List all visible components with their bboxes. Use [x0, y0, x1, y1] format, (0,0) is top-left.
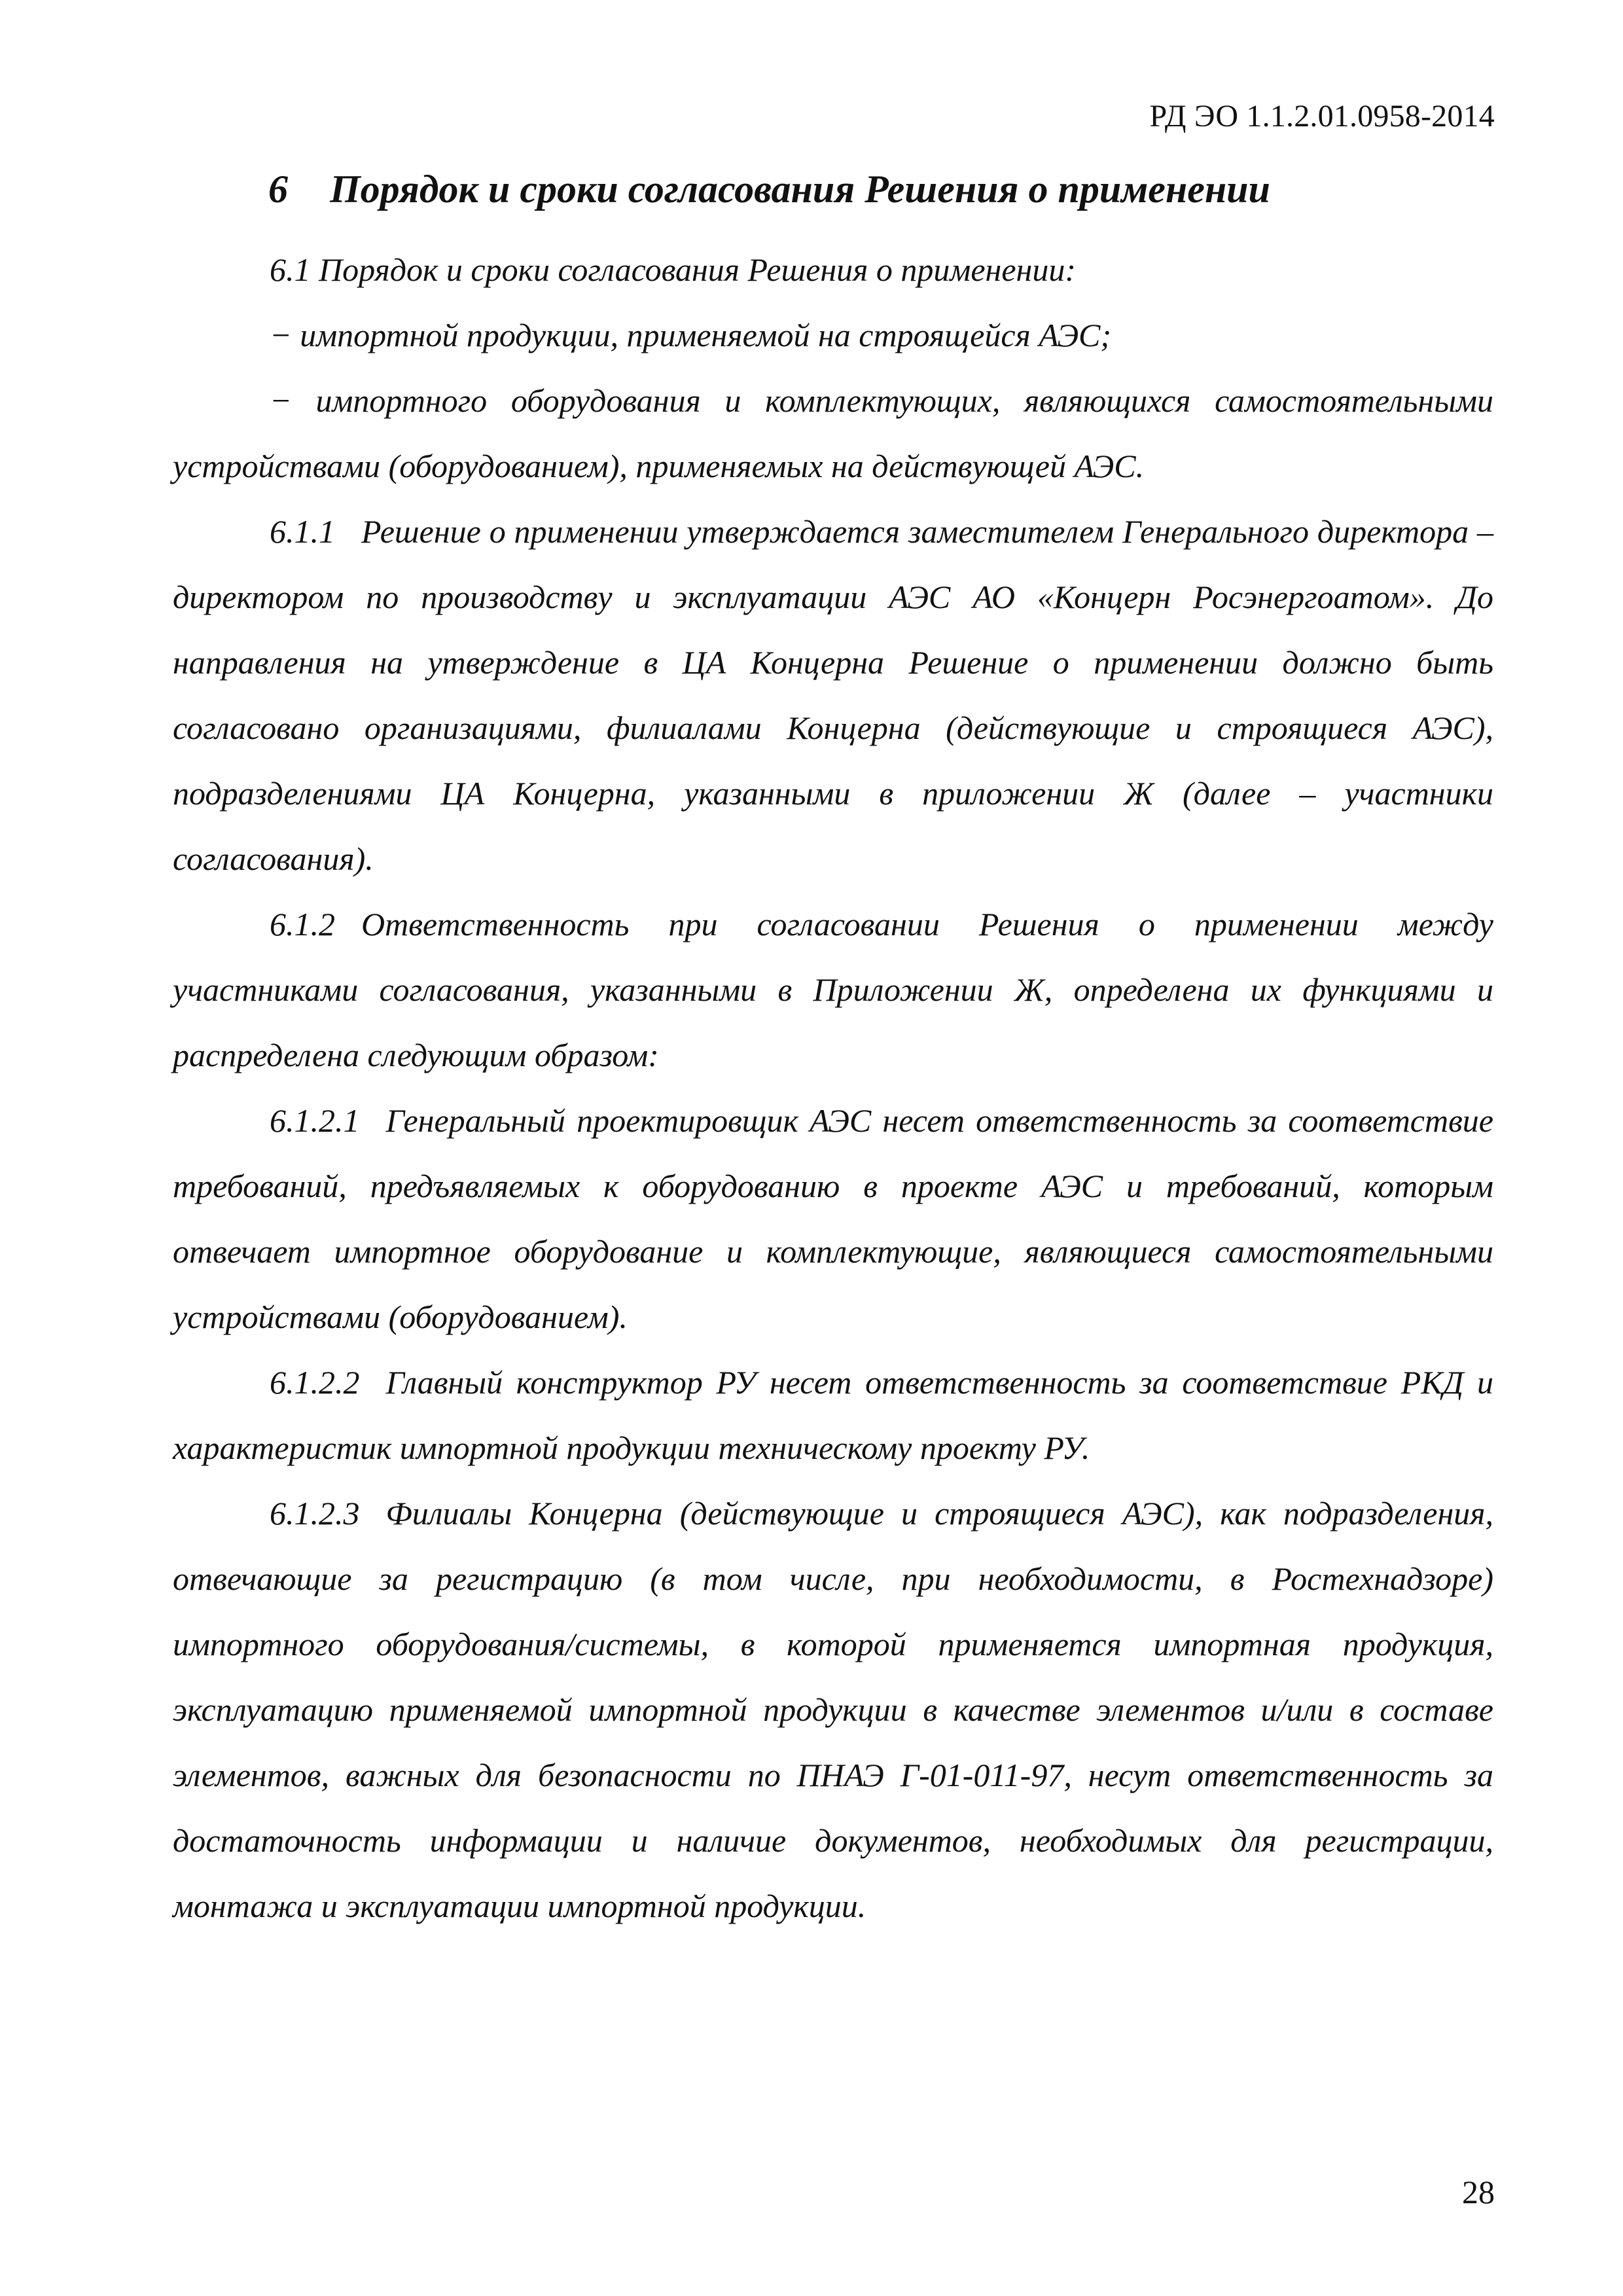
- paragraph-text: Решение о применении утверждается заместителем Генерального директора – директором по производству и эксплуатации АЭС АО «Концерн Росэнергоатом». До направления на утверждение в ЦА Концерна Решение о применении должно быть согласовано организациями, филиалами Концерна (действующие и строящиеся АЭС), подразделениями ЦА Концерна, указанными в приложении Ж (далее – участники согласования).: [173, 513, 1493, 877]
- document-body: [173, 237, 1493, 1939]
- section-title: Порядок и сроки согласования Решения о применении: [330, 168, 1270, 211]
- paragraph-6-1-2-2: [173, 1350, 1493, 1480]
- paragraph-number: 6.1.2: [270, 906, 335, 942]
- paragraph-number: 6.1.2.2: [270, 1364, 360, 1401]
- paragraph-text: Ответственность при согласовании Решения о применении между участниками согласования, указанными в Приложении Ж, определена их функциями и распределена следующим образом:: [173, 906, 1493, 1073]
- paragraph-6-1-1: [173, 499, 1493, 891]
- paragraph-6-1-2-3: [173, 1480, 1493, 1939]
- paragraph-6-1-2: [173, 891, 1493, 1088]
- paragraph-6-1: [173, 237, 1493, 302]
- page-number: 28: [1462, 2174, 1495, 2210]
- list-item-imported-equipment: [173, 368, 1493, 499]
- section-heading: [268, 167, 1270, 212]
- paragraph-text: − импортного оборудования и комплектующих, являющихся самостоятельными устройствами (оборудованием), применяемых на действующей АЭС.: [173, 382, 1493, 484]
- paragraph-text: Филиалы Концерна (действующие и строящиеся АЭС), как подразделения, отвечающие за регистрацию (в том числе, при необходимости, в Ростехнадзоре) импортного оборудования/системы, в которой применяется импортная продукция, эксплуатацию применяемой импортной продукции в качестве элементов и/или в составе элементов, важных для безопасности по ПНАЭ Г-01-011-97, несут ответственность за достаточность информации и наличие документов, необходимых для регистрации, монтажа и эксплуатации импортной продукции.: [173, 1495, 1493, 1924]
- paragraph-number: 6.1.1: [270, 513, 335, 550]
- paragraph-number: 6.1.2.3: [270, 1495, 360, 1532]
- list-item-imported-products: [173, 302, 1493, 368]
- paragraph-text: Главный конструктор РУ несет ответственность за соответствие РКД и характеристик импортной продукции техническому проекту РУ.: [173, 1364, 1493, 1466]
- paragraph-number: 6.1.2.1: [270, 1102, 360, 1139]
- paragraph-text: − импортной продукции, применяемой на строящейся АЭС;: [270, 317, 1112, 353]
- paragraph-6-1-2-1: [173, 1088, 1493, 1350]
- paragraph-text: 6.1 Порядок и сроки согласования Решения о применении:: [270, 251, 1076, 288]
- paragraph-text: Генеральный проектировщик АЭС несет ответственность за соответствие требований, предъявляемых к оборудованию в проекте АЭС и требований, которым отвечает импортное оборудование и комплектующие, являющиеся самостоятельными устройствами (оборудованием).: [173, 1102, 1493, 1335]
- section-number: 6: [268, 168, 288, 211]
- document-code: РД ЭО 1.1.2.01.0958-2014: [1149, 99, 1495, 134]
